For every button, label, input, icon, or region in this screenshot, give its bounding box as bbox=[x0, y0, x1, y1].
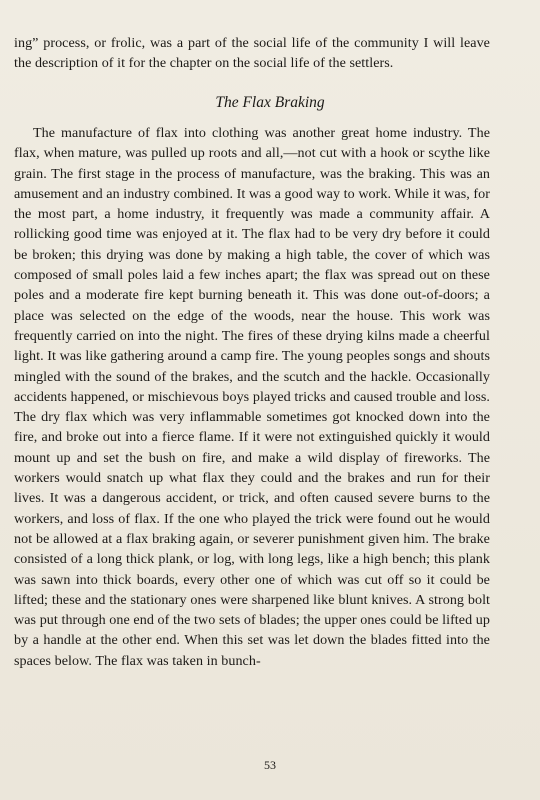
intro-paragraph: ing” process, or frolic, was a part of the social life of the community I will leave the description of it for the chapter on the social life of the settlers. bbox=[14, 35, 490, 72]
section-heading: The Flax Braking bbox=[215, 94, 325, 111]
page-number: 53 bbox=[264, 758, 276, 772]
body-paragraph: The manufacture of flax into clothing was another great home industry. The flax, when mature, was pulled up roots and all,—not cut with a hook or scythe like grain. The first stage in the process of manufacture, was the braking. This was an amusement and an industry combined. It was a good way to work. While it was, for the most part, a home industry, it frequently was made a community affair. A rollicking good time was enjoyed at it. The flax had to be very dry before it could be broken; this drying was done by making a high table, the cover of which was composed of small poles laid a few inches apart; the flax was spread out on these poles and a moderate fire kept burning beneath it. This was done out-of-doors; a place was selected on the edge of the woods, near the house. This work was frequently carried on into the night. The fires of these drying kilns made a cheerful light. It was like gathering around a camp fire. The young peoples songs and shouts mingled with the sound of the brakes, and the scutch and the hackle. Occasionally accidents happened, or mischievous boys played tricks and caused trouble and loss. The dry flax which was very inflammable sometimes got knocked down into the fire, and broke out into a fierce flame. If it were not extinguished quickly it would mount up and set the bush on fire, and make a wild display of fireworks. The workers would snatch up what flax they could and the brakes and run for their lives. It was a dangerous accident, or trick, and often caused severe burns to the workers, and loss of flax. If the one who played the trick were found out he would not be allowed at a flax braking again, or severer punishment given him. The brake consisted of a long thick plank, or log, with long legs, like a high bench; this plank was sawn into thick boards, every other one of which was cut off so it could be lifted; these and the stationary ones were sharpened like blunt knives. A strong bolt was put through one end of the two sets of blades; the upper ones could be lifted up by a handle at the other end. When this set was let down the blades fitted into the spaces below. The flax was taken in bunch- bbox=[14, 125, 490, 669]
